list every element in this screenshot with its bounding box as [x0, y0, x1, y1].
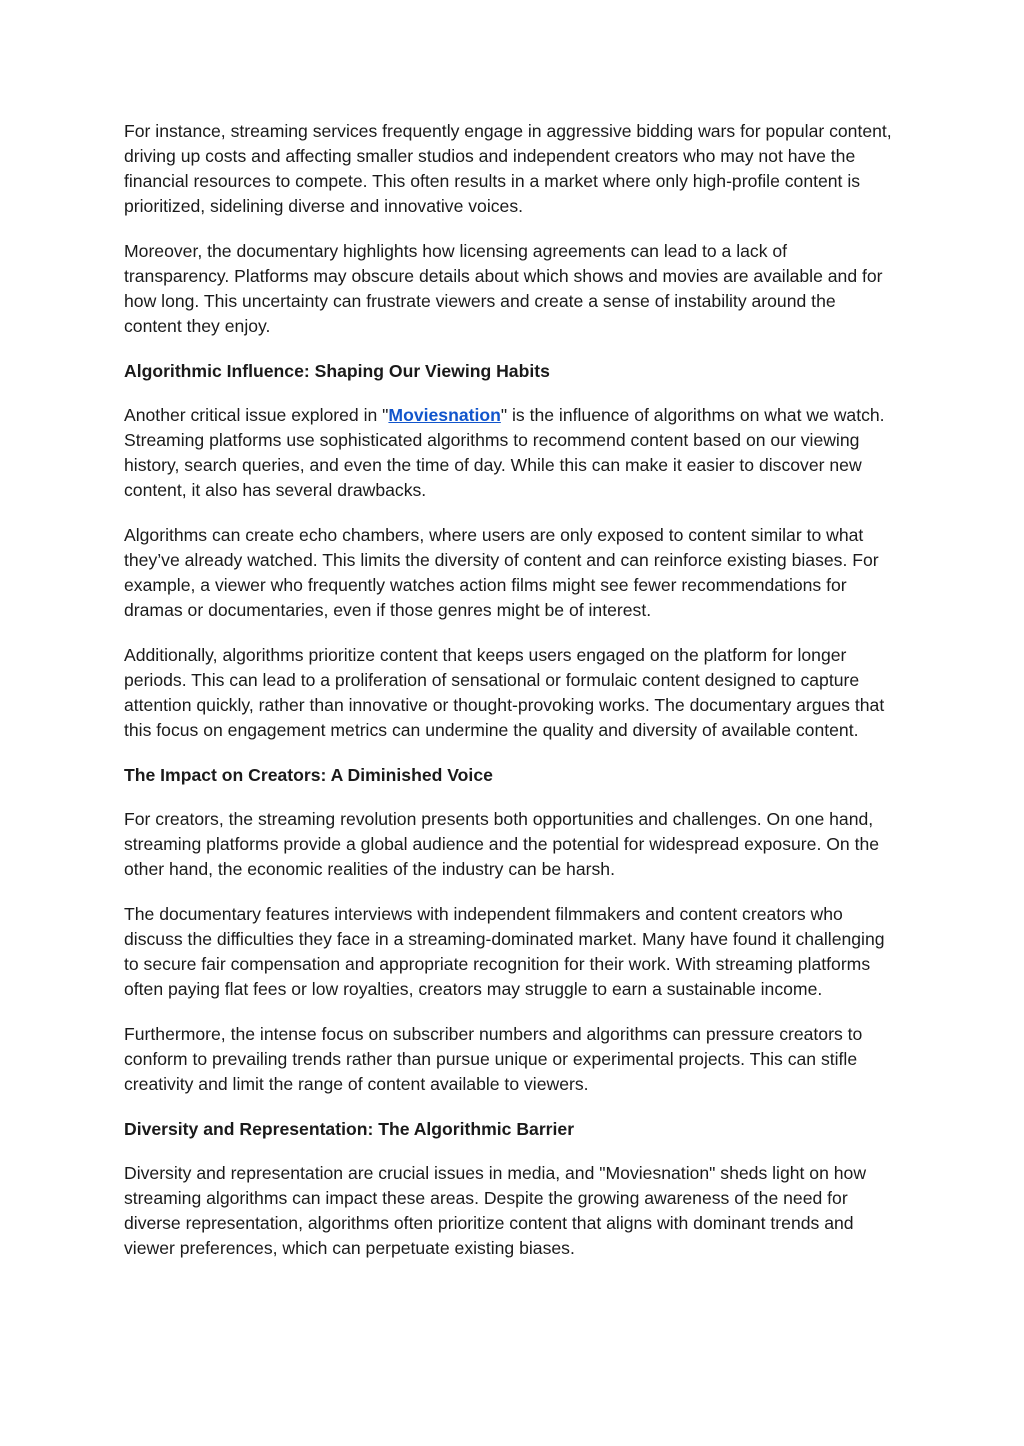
paragraph-creators-interviews: The documentary features interviews with independent filmmakers and content creators who discuss the difficulties they face in a streaming-dominated market. Many have found it challenging to secure fair compensation and appropriate recognition for their work. With streaming platforms often paying flat fees or low royalties, creators may struggle to earn a sustainable income.: [124, 904, 885, 999]
paragraph-algorithms-intro: [124, 403, 894, 503]
moviesnation-link[interactable]: Moviesnation: [388, 405, 501, 425]
heading-algorithmic-influence: Algorithmic Influence: Shaping Our Viewing Habits: [124, 361, 550, 381]
paragraph-licensing-transparency: Moreover, the documentary highlights how licensing agreements can lead to a lack of transparency. Platforms may obscure details about which shows and movies are available and for how long. This uncertainty can frustrate viewers and create a sense of instability around the content they enjoy.: [124, 241, 883, 336]
paragraph-algorithms-intro-after: " is the influence of algorithms on what we watch. Streaming platforms use sophisticated algorithms to recommend content based on our viewing history, search queries, and even the time of day. While this can make it easier to discover new content, it also has several drawbacks.: [124, 405, 885, 500]
paragraph-engagement-metrics: Additionally, algorithms prioritize content that keeps users engaged on the platform for longer periods. This can lead to a proliferation of sensational or formulaic content designed to capture attention quickly, rather than innovative or thought-provoking works. The documentary argues that this focus on engagement metrics can undermine the quality and diversity of available content.: [124, 645, 885, 740]
paragraph-diversity: Diversity and representation are crucial issues in media, and "Moviesnation" sheds light on how streaming algorithms can impact these areas. Despite the growing awareness of the need for diverse representation, algorithms often prioritize content that aligns with dominant trends and viewer preferences, which can perpetuate existing biases.: [124, 1163, 867, 1258]
paragraph-bidding-wars: For instance, streaming services frequently engage in aggressive bidding wars for popular content, driving up costs and affecting smaller studios and independent creators who may not have the financial resources to compete. This often results in a market where only high-profile content is prioritized, sidelining diverse and innovative voices.: [124, 121, 892, 216]
document-page: [124, 119, 894, 1281]
paragraph-echo-chambers: Algorithms can create echo chambers, where users are only exposed to content similar to what they’ve already watched. This limits the diversity of content and can reinforce existing biases. For example, a viewer who frequently watches action films might see fewer recommendations for dramas or documentaries, even if those genres might be of interest.: [124, 525, 879, 620]
heading-diversity-representation: Diversity and Representation: The Algorithmic Barrier: [124, 1119, 575, 1139]
paragraph-algorithms-intro-before: Another critical issue explored in ": [124, 405, 389, 425]
heading-impact-on-creators: The Impact on Creators: A Diminished Voice: [124, 765, 493, 785]
paragraph-creators-pressure: Furthermore, the intense focus on subscriber numbers and algorithms can pressure creators to conform to prevailing trends rather than pursue unique or experimental projects. This can stifle creativity and limit the range of content available to viewers.: [124, 1024, 863, 1094]
paragraph-creators-opportunities: For creators, the streaming revolution presents both opportunities and challenges. On one hand, streaming platforms provide a global audience and the potential for widespread exposure. On the other hand, the economic realities of the industry can be harsh.: [124, 809, 880, 879]
